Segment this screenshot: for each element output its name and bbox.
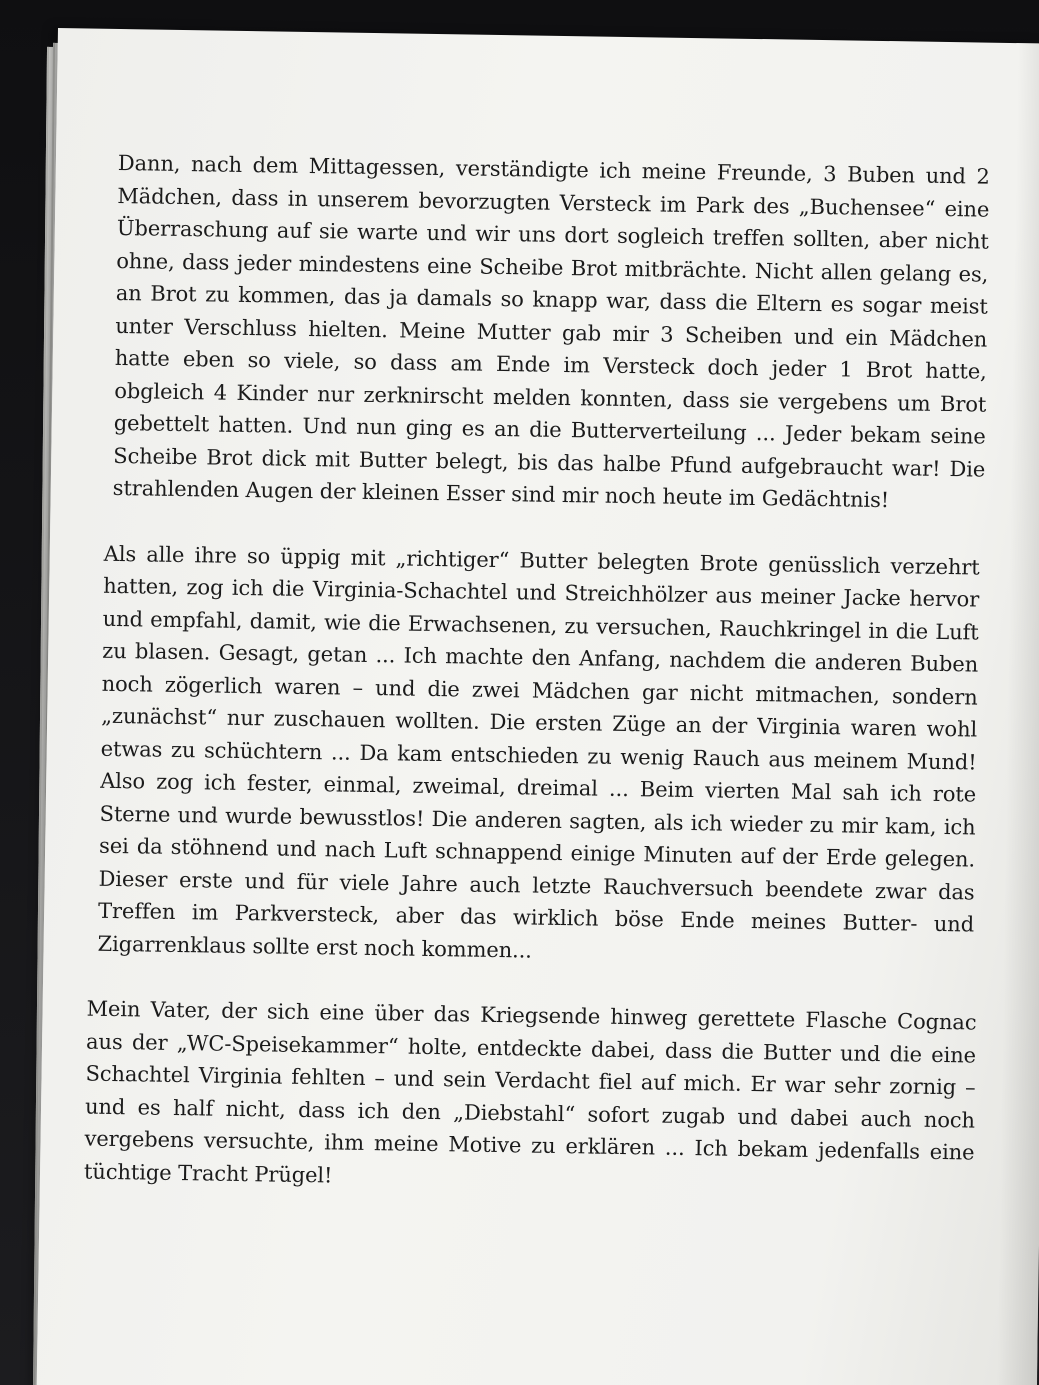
- page-curl-shadow: [996, 43, 1039, 1385]
- paragraph-2: Als alle ihre so üppig mit „richtiger“ Butter belegten Brote genüsslich verzehrt hatten, zog ich die Virginia-Schachtel und Streichhölzer aus meiner Jacke hervor und empfahl, damit, wie die Erwachsenen, zu versuchen, Rauchkringel in die Luft zu blasen. Gesagt, getan ... Ich machte den Anfang, nachdem die anderen Buben noch zögerlich waren – und die zwei Mädchen gar nicht mitmachen, sondern „zunächst“ nur zuschauen wollten. Die ersten Züge an der Virginia waren wohl etwas zu schüchtern ... Da kam entschieden zu wenig Rauch aus meinem Mund! Also zog ich fester, einmal, zweimal, dreimal ... Beim vierten Mal sah ich rote Sterne und wurde bewusstlos! Die anderen sagten, als ich wieder zu mir kam, ich sei da stöhnend und nach Luft schnappend einige Minuten auf der Erde gelegen. Dieser erste und für viele Jahre auch letzte Rauchversuch beendete zwar das Treffen im Parkversteck, aber das wirklich böse Ende meines Butter- und Zigarrenklaus sollte erst noch kommen...: [97, 541, 980, 963]
- book-page: [36, 28, 1039, 1385]
- paragraph-3: Mein Vater, der sich eine über das Kriegsende hinweg gerettete Flasche Cognac aus der „WC-Speisekammer“ holte, entdeckte dabei, dass die Butter und die eine Schachtel Virginia fehlten – und sein Verdacht fiel auf mich. Er war sehr zornig – und es half nicht, dass ich den „Diebstahl“ sofort zugab und dabei auch noch vergebens versuchte, ihm meine Motive zu erklären ... Ich bekam jedenfalls eine tüchtige Tracht Prügel!: [83, 996, 977, 1187]
- page-text: [83, 147, 990, 1235]
- paragraph-1: Dann, nach dem Mittagessen, verständigte ich meine Freunde, 3 Buben und 2 Mädchen, dass in unserem bevorzugten Versteck im Park des „Buchensee“ eine Überraschung auf sie warte und wir uns dort sogleich treffen sollten, aber nicht ohne, dass jeder mindestens eine Scheibe Brot mitbrächte. Nicht allen gelang es, an Brot zu kommen, das ja damals so knapp war, dass die Eltern es sogar meist unter Verschluss hielten. Meine Mutter gab mir 3 Scheiben und ein Mädchen hatte eben so viele, so dass am Ende im Versteck doch jeder 1 Brot hatte, obgleich 4 Kinder nur zerknirscht melden konnten, dass sie vergebens um Brot gebettelt hatten. Und nun ging es an die Butterverteilung ... Jeder bekam seine Scheibe Brot dick mit Butter belegt, bis das halbe Pfund aufgebraucht war! Die strahlenden Augen der kleinen Esser sind mir noch heute im Gedächtnis!: [112, 150, 990, 513]
